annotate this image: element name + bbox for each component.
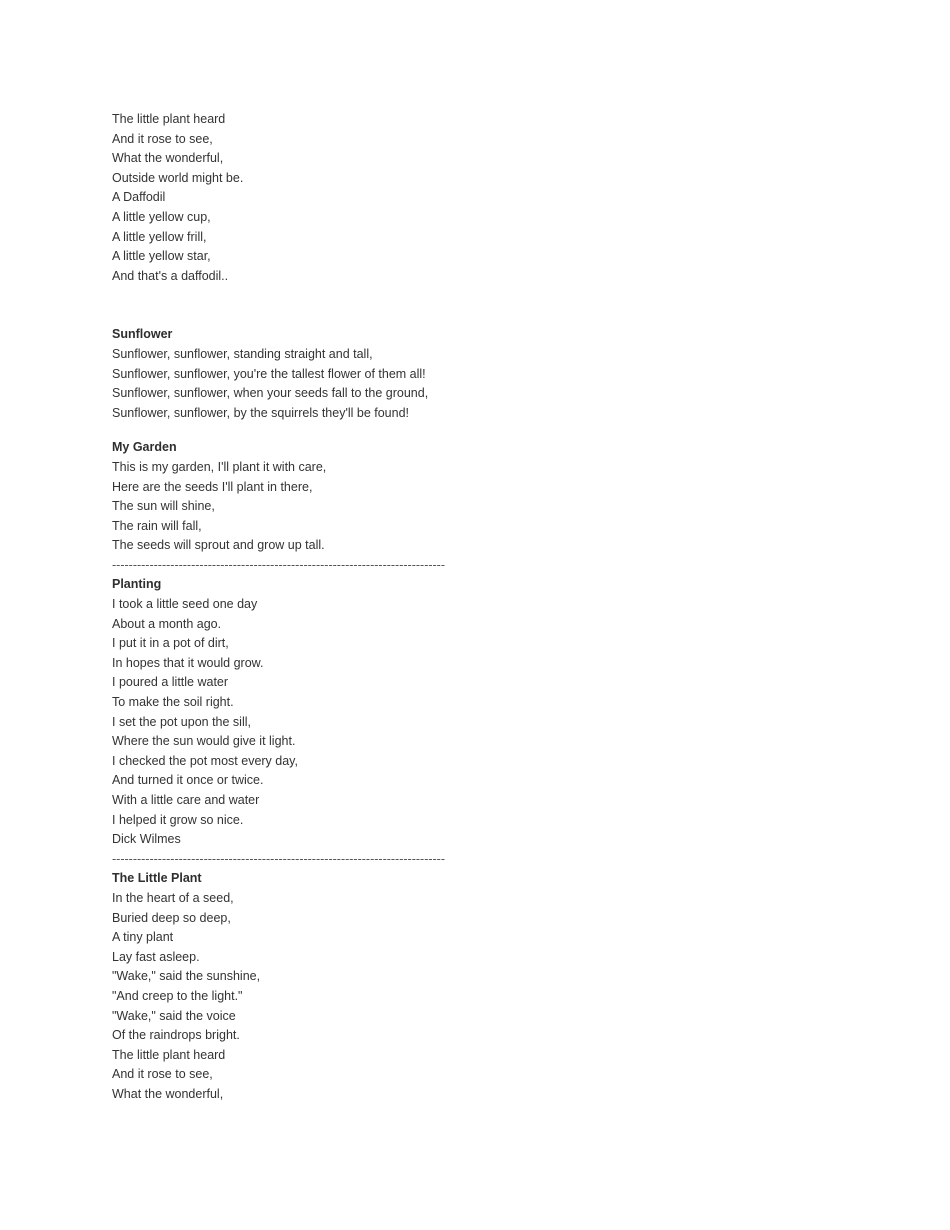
poem-line: Lay fast asleep. [112, 949, 200, 964]
poem-line: "Wake," said the voice [112, 1008, 236, 1023]
poem-title: The Little Plant [112, 871, 202, 886]
poem-line: I put it in a pot of dirt, [112, 636, 229, 651]
poem-line: The little plant heard [112, 1047, 226, 1062]
poem-line: What the wonderful, [112, 1086, 224, 1101]
poem-line: Buried deep so deep, [112, 910, 231, 925]
poem-line: A tiny plant [112, 930, 174, 945]
poem-title: My Garden [112, 440, 177, 455]
poem-line: And it rose to see, [112, 1067, 213, 1082]
poem-line: "Wake," said the sunshine, [112, 969, 261, 984]
poem-line: I poured a little water [112, 675, 229, 690]
poem-line: A Daffodil [112, 190, 166, 205]
poem-line: The little plant heard [112, 112, 226, 126]
poem-line: The sun will shine, [112, 499, 215, 514]
poem-author: Dick Wilmes [112, 832, 181, 847]
poem-line: In hopes that it would grow. [112, 655, 264, 670]
sunflower-poem [112, 325, 872, 423]
poem-line: Of the raindrops bright. [112, 1028, 240, 1043]
poem-line: I took a little seed one day [112, 597, 258, 612]
spacer [112, 286, 872, 325]
poem-line: I checked the pot most every day, [112, 753, 298, 768]
poem-line: Sunflower, sunflower, when your seeds fall to the ground, [112, 386, 429, 401]
poem-line: I set the pot upon the sill, [112, 714, 251, 729]
poem-line: The seeds will sprout and grow up tall. [112, 538, 325, 553]
poem-line: To make the soil right. [112, 695, 234, 710]
my-garden-poem [112, 438, 872, 556]
poem-line: "And creep to the light." [112, 988, 243, 1003]
poem-line: A little yellow cup, [112, 209, 211, 224]
poem-line: And that's a daffodil.. [112, 268, 229, 283]
poem-line: A little yellow star, [112, 249, 211, 264]
poem-line: Where the sun would give it light. [112, 734, 296, 749]
poem-line: Sunflower, sunflower, standing straight and tall, [112, 346, 373, 361]
poem-line: I helped it grow so nice. [112, 812, 244, 827]
poem-title: Planting [112, 577, 162, 592]
poem-line: Here are the seeds I'll plant in there, [112, 479, 313, 494]
intro-stanza [112, 110, 872, 286]
poem-line: Outside world might be. [112, 170, 244, 185]
poem-line: And turned it once or twice. [112, 773, 264, 788]
dashed-divider: -------------------------------------------------------------------------------- [112, 557, 446, 572]
poem-line: The rain will fall, [112, 518, 202, 533]
poem-line: Sunflower, sunflower, you're the tallest flower of them all! [112, 366, 426, 381]
poem-line: In the heart of a seed, [112, 890, 234, 905]
spacer [112, 423, 872, 438]
poem-line: Sunflower, sunflower, by the squirrels they'll be found! [112, 405, 409, 420]
planting-poem [112, 575, 872, 849]
poem-line: With a little care and water [112, 793, 260, 807]
poem-line: About a month ago. [112, 616, 222, 631]
poem-line: A little yellow frill, [112, 229, 207, 244]
poem-title: Sunflower [112, 327, 173, 342]
poem-line: This is my garden, I'll plant it with care, [112, 459, 327, 474]
little-plant-poem [112, 869, 872, 1104]
document-page [112, 110, 872, 1105]
dashed-divider: -------------------------------------------------------------------------------- [112, 851, 446, 866]
poem-line: What the wonderful, [112, 151, 224, 166]
poem-line: And it rose to see, [112, 131, 213, 146]
